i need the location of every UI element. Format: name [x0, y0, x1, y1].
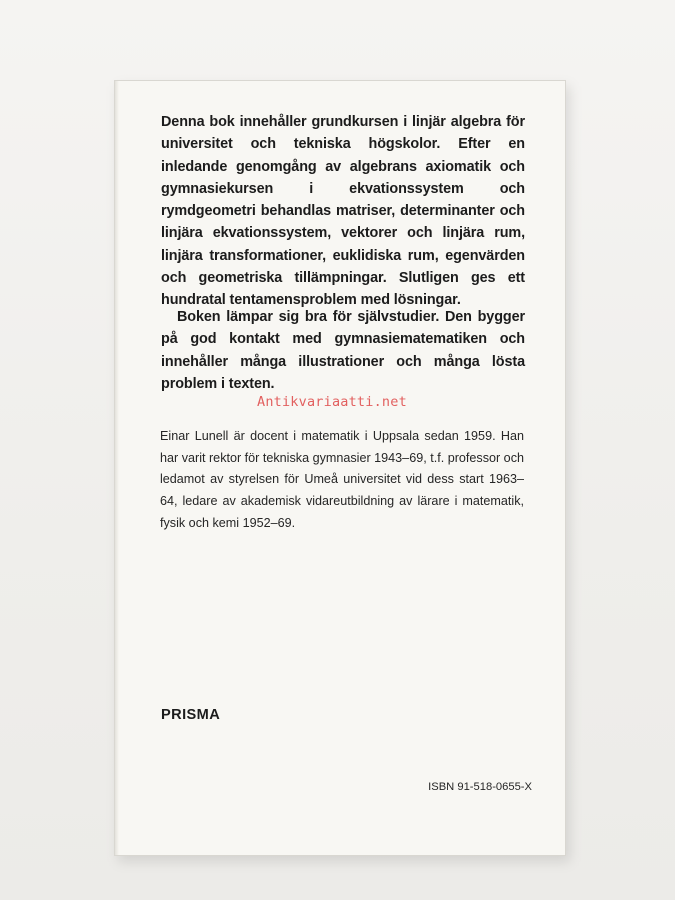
- book-back-cover: [114, 80, 566, 856]
- publisher-name: PRISMA: [161, 707, 221, 723]
- author-bio: Einar Lunell är docent i matematik i Uppsala sedan 1959. Han har varit rektor för tekniska gymnasier 1943–69, t.f. professor och ledamot av styrelsen för Umeå universitet vid dess start 1963–64, ledare av akademisk vidareutbildning av lärare i matematik, fysik och kemi 1952–69.: [160, 429, 524, 530]
- blurb-paragraph-2: Boken lämpar sig bra för självstudier. Den bygger på god kontakt med gymnasiematematiken och innehåller många illustrationer och många lösta problem i texten.: [161, 309, 525, 392]
- cover-edge: [115, 81, 119, 855]
- watermark-text: Antikvariaatti.net: [257, 394, 407, 410]
- blurb-paragraph-1: Denna bok innehåller grundkursen i linjär algebra för universitet och tekniska högskolor. Efter en inledande genomgång av algebrans axiomatik och gymnasiekursen i ekvationssystem och rymdgeometri behandlas matriser, determinanter och linjära ekvationssystem, vektorer och linjära rum, linjära transformationer, euklidiska rum, egenvärden och geometriska tillämpningar. Slutligen ges ett hundratal tentamensproblem med lösningar.: [161, 114, 525, 309]
- isbn-number: ISBN 91-518-0655-X: [428, 781, 532, 793]
